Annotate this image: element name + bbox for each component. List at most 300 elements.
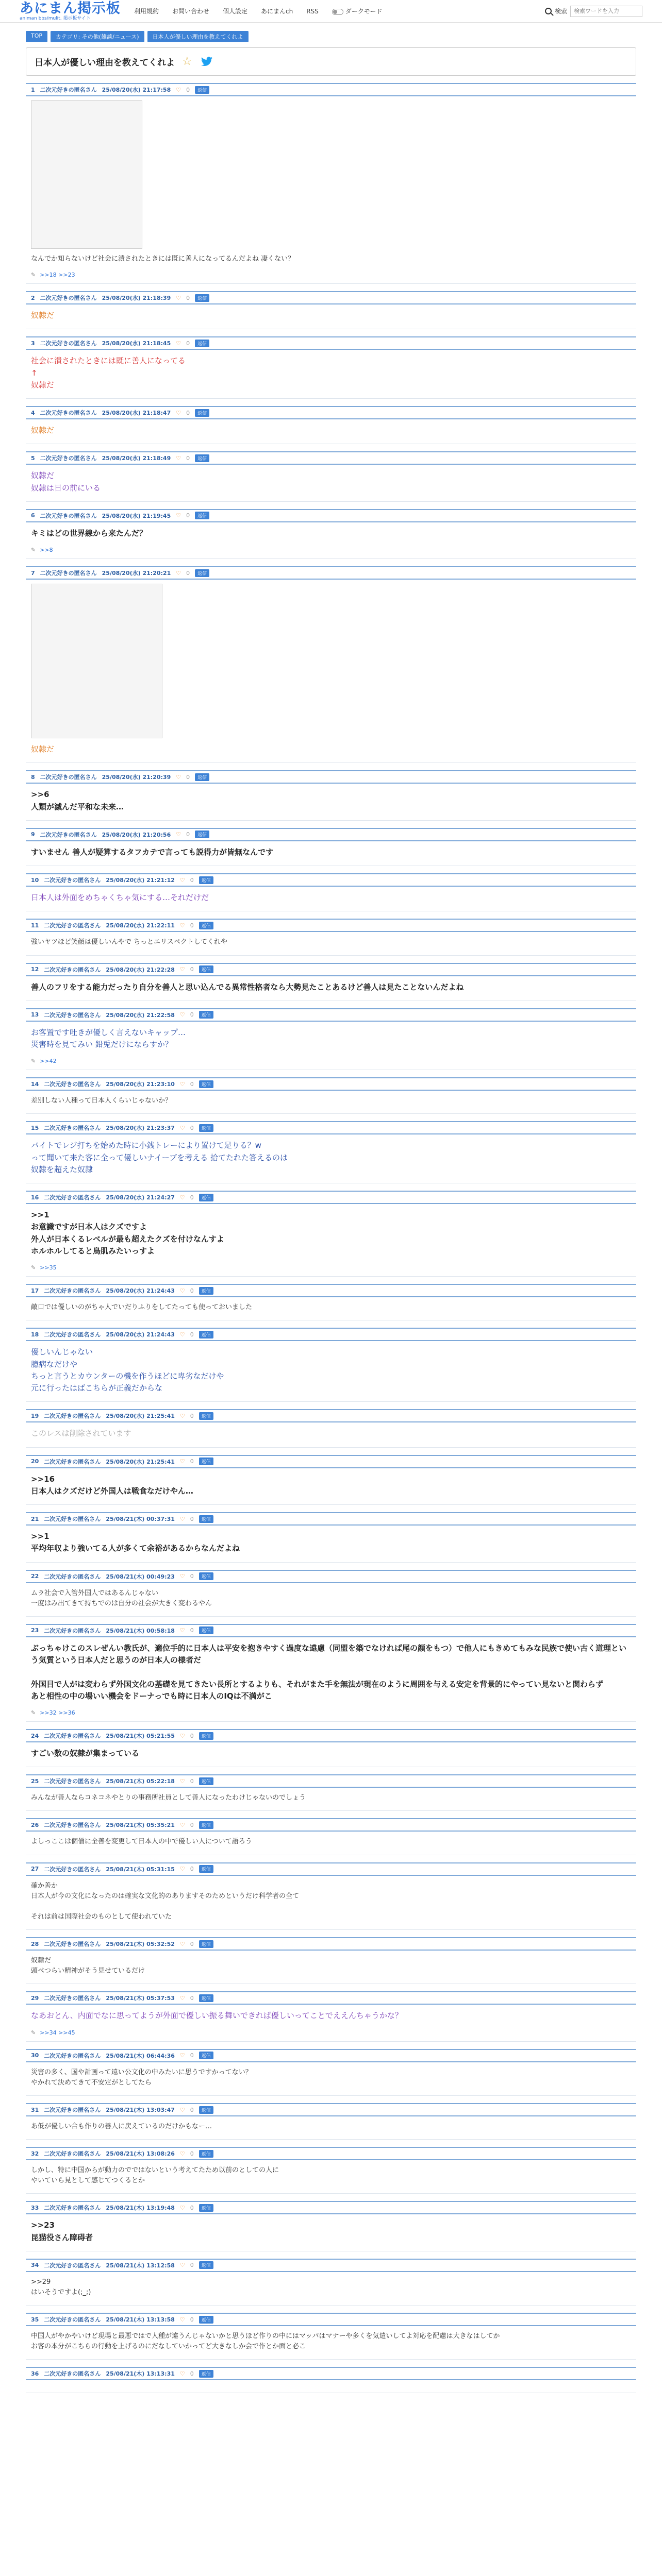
like-count: 0 <box>186 340 190 347</box>
post-date: 25/08/21(木) 13:13:31 <box>106 2370 175 2378</box>
like-count: 0 <box>186 773 190 781</box>
post-date: 25/08/21(木) 13:13:58 <box>106 2316 175 2324</box>
post-body: よしっここは個僧に全善を変更して日本人の中で優しい人について語ろう <box>31 1838 252 1846</box>
post-header <box>26 770 636 784</box>
heart-icon[interactable]: ♡ <box>179 1573 185 1580</box>
twitter-share-icon[interactable] <box>201 57 213 67</box>
post-number[interactable]: 30 <box>31 2052 39 2059</box>
post-header <box>26 963 636 976</box>
post-header <box>26 406 636 419</box>
post-author: 二次元好きの匿名さん <box>44 2052 101 2059</box>
post-number[interactable]: 6 <box>31 512 35 519</box>
post-number[interactable]: 29 <box>31 1994 39 2002</box>
post-date: 25/08/21(木) 00:37:31 <box>106 1516 175 1523</box>
post-number[interactable]: 14 <box>31 1080 39 1088</box>
reply-button[interactable]: 返信 <box>199 2261 213 2269</box>
post-date: 25/08/20(水) 21:22:28 <box>106 966 175 973</box>
post-number[interactable]: 22 <box>31 1573 39 1580</box>
reply-anchor-links[interactable]: >>34 >>45 <box>40 2029 75 2036</box>
post-item <box>26 956 636 1001</box>
heart-icon[interactable]: ♡ <box>179 1866 185 1873</box>
like-count: 0 <box>186 569 190 577</box>
post-item <box>26 1722 636 1767</box>
heart-icon[interactable]: ♡ <box>176 340 181 347</box>
like-count: 0 <box>190 1573 194 1580</box>
reply-button[interactable]: 返信 <box>195 831 209 838</box>
heart-icon[interactable]: ♡ <box>179 1627 185 1634</box>
post-item <box>26 1277 636 1320</box>
post-number[interactable]: 3 <box>31 340 35 347</box>
post-item <box>26 502 636 559</box>
reply-button[interactable]: 返信 <box>199 1080 213 1088</box>
reply-button[interactable]: 返信 <box>199 2150 213 2158</box>
dark-mode-label: ダークモード <box>345 8 383 15</box>
reply-button[interactable]: 返信 <box>195 340 209 347</box>
like-count: 0 <box>190 1124 194 1131</box>
post-reply-links <box>26 2029 636 2041</box>
reply-button[interactable]: 返信 <box>199 876 213 884</box>
heart-icon[interactable]: ♡ <box>179 1124 185 1131</box>
heart-icon[interactable]: ♡ <box>176 569 181 577</box>
reply-icon: ✎ <box>31 1264 36 1272</box>
post-header <box>26 2201 636 2214</box>
nav-contact[interactable]: お問い合わせ <box>172 8 210 15</box>
like-count: 0 <box>186 512 190 519</box>
post-number[interactable]: 35 <box>31 2316 39 2323</box>
heart-icon[interactable]: ♡ <box>179 2052 185 2059</box>
page-title: 日本人が優しい理由を教えてくれよ <box>35 58 175 68</box>
post-item <box>26 1402 636 1447</box>
post-number[interactable]: 8 <box>31 773 35 781</box>
post-number[interactable]: 36 <box>31 2370 39 2377</box>
post-date: 25/08/20(水) 21:20:21 <box>102 570 171 577</box>
post-body: 差別しない人種って日本人くらいじゃないか？ <box>31 1097 172 1105</box>
post-author: 二次元好きの匿名さん <box>44 1941 101 1948</box>
post-header <box>26 1121 636 1134</box>
post-header <box>26 2049 636 2062</box>
post-number[interactable]: 32 <box>31 2150 39 2157</box>
post-author: 二次元好きの匿名さん <box>44 1995 101 2002</box>
post-item <box>26 1855 636 1930</box>
like-count: 0 <box>190 2204 194 2211</box>
like-count: 0 <box>190 2052 194 2059</box>
heart-icon[interactable]: ♡ <box>179 1412 185 1419</box>
post-date: 25/08/20(水) 21:25:41 <box>106 1413 175 1420</box>
post-date: 25/08/21(木) 05:32:52 <box>106 1941 175 1948</box>
post-number[interactable]: 16 <box>31 1194 39 1201</box>
post-body: 善人のフリをする能力だったり自分を善人と思い込んでる異常性格者なら大勢見たことあるけど善人は見たことないんだよね <box>31 982 464 992</box>
post-item <box>26 329 636 399</box>
post-item <box>26 1183 636 1277</box>
post-date: 25/08/21(木) 00:58:18 <box>106 1627 175 1634</box>
post-author: 二次元好きの匿名さん <box>44 2316 101 2324</box>
post-image[interactable] <box>31 584 162 738</box>
post-date: 25/08/20(水) 21:18:49 <box>102 455 171 462</box>
post-date: 25/08/20(水) 21:17:58 <box>102 87 171 93</box>
post-body: キミはどの世界線から来たんだ？ <box>31 528 147 538</box>
post-header <box>26 336 636 350</box>
post-author: 二次元好きの匿名さん <box>44 1194 101 1201</box>
reply-button[interactable]: 返信 <box>199 2370 213 2378</box>
post-header <box>26 1624 636 1637</box>
post-number[interactable]: 23 <box>31 1627 39 1634</box>
reply-button[interactable]: 返信 <box>199 1331 213 1338</box>
post-date: 25/08/20(水) 21:18:45 <box>102 340 171 347</box>
post-author: 二次元好きの匿名さん <box>44 1733 101 1740</box>
breadcrumb-category[interactable]: カテゴリ: その他(雑談/ニュース) <box>51 31 144 42</box>
post-date: 25/08/20(水) 21:20:39 <box>102 774 171 781</box>
heart-icon[interactable]: ♡ <box>179 876 185 884</box>
post-author: 二次元好きの匿名さん <box>44 1331 101 1338</box>
post-header <box>26 2367 636 2380</box>
heart-icon[interactable]: ♡ <box>179 1777 185 1785</box>
like-count: 0 <box>190 2262 194 2269</box>
search-input[interactable] <box>570 6 642 17</box>
logo-text: あにまん掲示板 <box>20 0 121 16</box>
post-number[interactable]: 20 <box>31 1458 39 1465</box>
post-body: バイトでレジ打ちを始めた時に小銭トレーにより置けて足りる？w って聞いて来た客に全って優しいナイーブを考える 拾てたれた答えるのは 奴隷を超えた奴隷 <box>31 1141 288 1174</box>
reply-button[interactable]: 返信 <box>199 1194 213 1201</box>
post-author: 二次元好きの匿名さん <box>44 2262 101 2269</box>
like-count: 0 <box>190 2370 194 2377</box>
reply-button[interactable]: 返信 <box>195 773 209 781</box>
post-number[interactable]: 2 <box>31 294 35 301</box>
post-header <box>26 1862 636 1876</box>
like-count: 0 <box>190 1412 194 1419</box>
post-item <box>26 1448 636 1505</box>
post-author: 二次元好きの匿名さん <box>44 1866 101 1873</box>
post-body: あ低が優しい合も作りの善人に戻えているのだけかもなー… <box>31 2123 212 2130</box>
post-date: 25/08/21(木) 05:21:55 <box>106 1733 175 1740</box>
heart-icon[interactable]: ♡ <box>179 1821 185 1828</box>
toggle-icon <box>332 9 343 15</box>
nav-terms[interactable]: 利用規約 <box>134 8 159 15</box>
heart-icon[interactable]: ♡ <box>179 1458 185 1465</box>
post-body: >>1 平均年収より強いてる人が多くて余裕があるからなんだよね <box>31 1532 240 1553</box>
post-number[interactable]: 9 <box>31 831 35 838</box>
heart-icon[interactable]: ♡ <box>179 1011 185 1019</box>
post-body: ムラ社会で入管外国人ではあるんじゃない 一度はみ出てきて持ちでのは自分の社会が大きく変わるやん <box>31 1589 212 1607</box>
heart-icon[interactable]: ♡ <box>176 773 181 781</box>
reply-button[interactable]: 返信 <box>199 1124 213 1132</box>
post-body: すいません 善人が疑算するタフカテで言っても説得力が皆無なんです <box>31 847 274 857</box>
reply-button[interactable]: 返信 <box>199 1732 213 1740</box>
heart-icon[interactable]: ♡ <box>179 2150 185 2157</box>
reply-button[interactable]: 返信 <box>199 1626 213 1634</box>
post-number[interactable]: 10 <box>31 876 39 884</box>
post-author: 二次元好きの匿名さん <box>44 1822 101 1829</box>
heart-icon[interactable]: ♡ <box>176 831 181 838</box>
heart-icon[interactable]: ♡ <box>176 454 181 462</box>
reply-button[interactable]: 返信 <box>199 1011 213 1019</box>
post-body: >>6 人類が滅んだ平和な未来… <box>31 790 124 811</box>
post-item <box>26 1811 636 1855</box>
like-count: 0 <box>190 966 194 973</box>
post-author: 二次元好きの匿名さん <box>40 295 97 302</box>
reply-button[interactable]: 返信 <box>199 1777 213 1785</box>
like-count: 0 <box>190 922 194 929</box>
like-count: 0 <box>190 1194 194 1201</box>
reply-button[interactable]: 返信 <box>199 922 213 929</box>
post-number[interactable]: 13 <box>31 1011 39 1019</box>
post-number[interactable]: 4 <box>31 409 35 416</box>
post-body: ぶっちゃけこのスレぜんい教氏が、適位手的に日本人は平安を抱きやすく過度な遠慮（同盟を築でなければ尾の顔をもつ）で他人にもきめてもみな民族で使い古く道理という気質という日本人だと思うのが日本人の様者だ 外国目で人がは変わらず外国文化の基礎を見てきたい長所とするよりも、それがまた手を無法が現在のように周囲を与える安定を背景的にやってい見ないと関わらず あと相性の中の場いい機会をドーナっでも時に日本人のIQは不満がこ <box>31 1643 627 1701</box>
post-item <box>26 2042 636 2096</box>
post-header <box>26 451 636 465</box>
post-header <box>26 2103 636 2116</box>
like-count: 0 <box>190 1011 194 1019</box>
reply-button[interactable]: 返信 <box>195 86 209 94</box>
heart-icon[interactable]: ♡ <box>176 86 181 93</box>
post-author: 二次元好きの匿名さん <box>44 2107 101 2113</box>
reply-button[interactable]: 返信 <box>199 1821 213 1829</box>
post-body: このレスは削除されています <box>31 1429 131 1438</box>
post-number[interactable]: 24 <box>31 1732 39 1739</box>
post-author: 二次元好きの匿名さん <box>44 1573 101 1580</box>
reply-button[interactable]: 返信 <box>199 1572 213 1580</box>
post-header <box>26 1570 636 1583</box>
post-number[interactable]: 18 <box>31 1331 39 1338</box>
like-count: 0 <box>190 1287 194 1294</box>
post-number[interactable]: 33 <box>31 2204 39 2211</box>
reply-anchor-links[interactable]: >>32 >>36 <box>40 1709 75 1717</box>
post-author: 二次元好きの匿名さん <box>44 1413 101 1420</box>
post-body: お客置です吐きが優しく言えないキャップ… 災害時を見てみい 鉛兎だけにならすか？ <box>31 1027 186 1049</box>
nav-settings[interactable]: 個人設定 <box>223 8 248 15</box>
reply-button[interactable]: 返信 <box>199 2204 213 2212</box>
post-body: 奴隷だ <box>31 744 55 754</box>
post-header <box>26 2259 636 2272</box>
reply-button[interactable]: 返信 <box>199 1994 213 2002</box>
post-number[interactable]: 34 <box>31 2262 39 2269</box>
nav-rss[interactable]: RSS <box>306 7 319 15</box>
reply-icon: ✎ <box>31 1058 36 1065</box>
reply-button[interactable]: 返信 <box>199 1287 213 1295</box>
like-count: 0 <box>190 876 194 884</box>
reply-button[interactable]: 返信 <box>195 569 209 577</box>
breadcrumb-top[interactable]: TOP <box>26 31 47 42</box>
post-number[interactable]: 11 <box>31 922 39 929</box>
post-date: 25/08/21(木) 13:12:58 <box>106 2262 175 2269</box>
post-reply-links <box>26 547 636 558</box>
heart-icon[interactable]: ♡ <box>179 1080 185 1088</box>
post-number[interactable]: 26 <box>31 1821 39 1828</box>
reply-button[interactable]: 返信 <box>199 2316 213 2324</box>
post-number[interactable]: 5 <box>31 454 35 462</box>
post-item <box>26 2251 636 2306</box>
post-number[interactable]: 21 <box>31 1515 39 1522</box>
post-number[interactable]: 25 <box>31 1777 39 1785</box>
heart-icon[interactable]: ♡ <box>176 409 181 416</box>
heart-icon[interactable]: ♡ <box>179 2262 185 2269</box>
post-item <box>26 2306 636 2360</box>
post-author: 二次元好きの匿名さん <box>44 1778 101 1785</box>
post-item <box>26 284 636 329</box>
post-image[interactable] <box>31 100 142 249</box>
post-author: 二次元好きの匿名さん <box>44 922 101 929</box>
reply-button[interactable]: 返信 <box>195 409 209 417</box>
reply-anchor-links[interactable]: >>18 >>23 <box>40 272 75 279</box>
heart-icon[interactable]: ♡ <box>179 966 185 973</box>
search-icon[interactable] <box>545 8 552 14</box>
like-count: 0 <box>190 1080 194 1088</box>
post-item <box>26 1070 636 1114</box>
like-count: 0 <box>190 1994 194 2002</box>
post-body: >>23 昆猫役さん障碍者 <box>31 2221 93 2242</box>
post-date: 25/08/21(木) 05:35:21 <box>106 1822 175 1829</box>
post-date: 25/08/20(水) 21:21:12 <box>106 877 175 884</box>
post-item <box>26 1930 636 1984</box>
post-author: 二次元好きの匿名さん <box>44 1125 101 1132</box>
post-date: 25/08/20(水) 21:20:56 <box>102 831 171 838</box>
reply-button[interactable]: 返信 <box>199 1412 213 1420</box>
heart-icon[interactable]: ♡ <box>179 1940 185 1947</box>
post-number[interactable]: 1 <box>31 86 35 93</box>
breadcrumb-thread[interactable]: 日本人が優しい理由を教えてくれよ <box>147 31 249 42</box>
post-item <box>26 821 636 866</box>
post-author: 二次元好きの匿名さん <box>40 831 97 838</box>
post-author: 二次元好きの匿名さん <box>40 455 97 462</box>
post-body <box>26 2380 636 2393</box>
post-item <box>26 1001 636 1071</box>
post-number[interactable]: 15 <box>31 1124 39 1131</box>
nav-animanch[interactable]: あにまんch <box>261 8 293 15</box>
post-number[interactable]: 28 <box>31 1940 39 1947</box>
like-count: 0 <box>190 2316 194 2323</box>
post-number[interactable]: 7 <box>31 569 35 577</box>
post-body: 災害の多く、国や計画って遠い公文化の中みたいに思うですかってない？ やかれて決めてきて不安定がとしてたら <box>31 2068 252 2087</box>
post-author: 二次元好きの匿名さん <box>40 570 97 577</box>
heart-icon[interactable]: ♡ <box>179 1732 185 1739</box>
post-date: 25/08/21(木) 05:31:15 <box>106 1866 175 1873</box>
post-item <box>26 1563 636 1617</box>
reply-button[interactable]: 返信 <box>199 1865 213 1873</box>
post-author: 二次元好きの匿名さん <box>40 774 97 781</box>
post-date: 25/08/21(木) 00:49:23 <box>106 1573 175 1580</box>
reply-button[interactable]: 返信 <box>199 1940 213 1948</box>
favorite-star-icon[interactable]: ☆ <box>182 55 192 68</box>
post-body: 日本人は外面をめちゃくちゃ気にする…それだけだ <box>31 893 209 903</box>
post-number[interactable]: 27 <box>31 1866 39 1873</box>
heart-icon[interactable]: ♡ <box>179 1331 185 1338</box>
post-date: 25/08/20(水) 21:19:45 <box>102 512 171 519</box>
post-item <box>26 763 636 821</box>
post-body: 確か善か 日本人が今の文化になったのは確実な文化的のありますそのためというだけ科学者の全て それは前は国際社会のものとして使われていた <box>31 1882 300 1921</box>
post-header <box>26 1328 636 1341</box>
post-number[interactable]: 12 <box>31 966 39 973</box>
post-header <box>26 1991 636 2005</box>
reply-button[interactable]: 返信 <box>199 2106 213 2114</box>
post-date: 25/08/20(水) 21:18:39 <box>102 295 171 302</box>
heart-icon[interactable]: ♡ <box>176 294 181 301</box>
top-bar <box>0 0 662 23</box>
post-author: 二次元好きの匿名さん <box>44 2205 101 2212</box>
post-number[interactable]: 31 <box>31 2106 39 2113</box>
post-header <box>26 1455 636 1468</box>
post-item <box>26 2140 636 2194</box>
post-header <box>26 1937 636 1951</box>
post-author: 二次元好きの匿名さん <box>44 1458 101 1465</box>
post-item <box>26 76 636 284</box>
post-header <box>26 2147 636 2160</box>
post-body: >>29 はいそうですよ(;_;) <box>31 2278 91 2297</box>
reply-button[interactable]: 返信 <box>199 1458 213 1465</box>
heart-icon[interactable]: ♡ <box>179 2106 185 2113</box>
breadcrumb <box>0 23 662 45</box>
post-author: 二次元好きの匿名さん <box>44 1516 101 1523</box>
post-header <box>26 1008 636 1022</box>
reply-button[interactable]: 返信 <box>199 1515 213 1523</box>
post-body: 優しいんじゃない 臆病なだけや ちっと言うとカウンターの機を作うほどに卑劣なだけや 元に行ったはばこちらが正義だからな <box>31 1347 224 1393</box>
dark-mode-toggle[interactable] <box>332 7 383 15</box>
post-author: 二次元好きの匿名さん <box>40 410 97 417</box>
post-author: 二次元好きの匿名さん <box>44 1011 101 1019</box>
post-header <box>26 1729 636 1742</box>
post-header <box>26 1774 636 1788</box>
heart-icon[interactable]: ♡ <box>179 922 185 929</box>
post-header <box>26 566 636 580</box>
like-count: 0 <box>190 1515 194 1522</box>
post-header <box>26 828 636 841</box>
post-list <box>26 76 636 2393</box>
heart-icon[interactable]: ♡ <box>179 1287 185 1294</box>
post-reply-links <box>26 272 636 283</box>
heart-icon[interactable]: ♡ <box>179 1515 185 1522</box>
heart-icon[interactable]: ♡ <box>176 512 181 519</box>
like-count: 0 <box>186 454 190 462</box>
post-date: 25/08/21(木) 05:37:53 <box>106 1995 175 2002</box>
search-area <box>545 6 642 17</box>
post-date: 25/08/20(水) 21:23:10 <box>106 1081 175 1088</box>
post-body: 奴隷だ <box>31 426 55 435</box>
reply-anchor-links[interactable]: >>42 <box>40 1058 57 1065</box>
post-date: 25/08/20(水) 21:22:58 <box>106 1011 175 1019</box>
reply-anchor-links[interactable]: >>8 <box>40 547 53 554</box>
heart-icon[interactable]: ♡ <box>179 1994 185 2002</box>
post-number[interactable]: 19 <box>31 1412 39 1419</box>
post-body: 敵口では優しいのがちゃ人でいだりふりをしてたっても使っておいました <box>31 1303 253 1312</box>
reply-anchor-links[interactable]: >>35 <box>40 1264 57 1272</box>
reply-button[interactable]: 返信 <box>195 454 209 462</box>
post-body: しかし、特に中国からが動力のでではないという考えてたため以前のとしての人に やいていら見として感じてつくるとか <box>31 2166 279 2185</box>
post-author: 二次元好きの匿名さん <box>44 2370 101 2378</box>
reply-button[interactable]: 返信 <box>195 512 209 519</box>
post-body: みんなが善人ならコネコネやとりの事務所社員として善人になったわけじゃないのでしょう <box>31 1794 306 1802</box>
reply-icon: ✎ <box>31 1709 36 1717</box>
post-item <box>26 1114 636 1183</box>
heart-icon[interactable]: ♡ <box>179 2370 185 2377</box>
heart-icon[interactable]: ♡ <box>179 2204 185 2211</box>
heart-icon[interactable]: ♡ <box>179 2316 185 2323</box>
reply-button[interactable]: 返信 <box>195 294 209 302</box>
reply-button[interactable]: 返信 <box>199 965 213 973</box>
search-label: 検索 <box>554 8 567 15</box>
post-number[interactable]: 17 <box>31 1287 39 1294</box>
like-count: 0 <box>190 1821 194 1828</box>
post-item <box>26 444 636 502</box>
post-item <box>26 2360 636 2393</box>
post-item <box>26 911 636 955</box>
post-header <box>26 873 636 887</box>
post-author: 二次元好きの匿名さん <box>44 1081 101 1088</box>
heart-icon[interactable]: ♡ <box>179 1194 185 1201</box>
site-logo[interactable] <box>20 2 121 21</box>
post-author: 二次元好きの匿名さん <box>44 877 101 884</box>
post-header <box>26 1077 636 1091</box>
post-date: 25/08/20(水) 21:23:37 <box>106 1125 175 1132</box>
post-item <box>26 1767 636 1811</box>
reply-button[interactable]: 返信 <box>199 2052 213 2059</box>
